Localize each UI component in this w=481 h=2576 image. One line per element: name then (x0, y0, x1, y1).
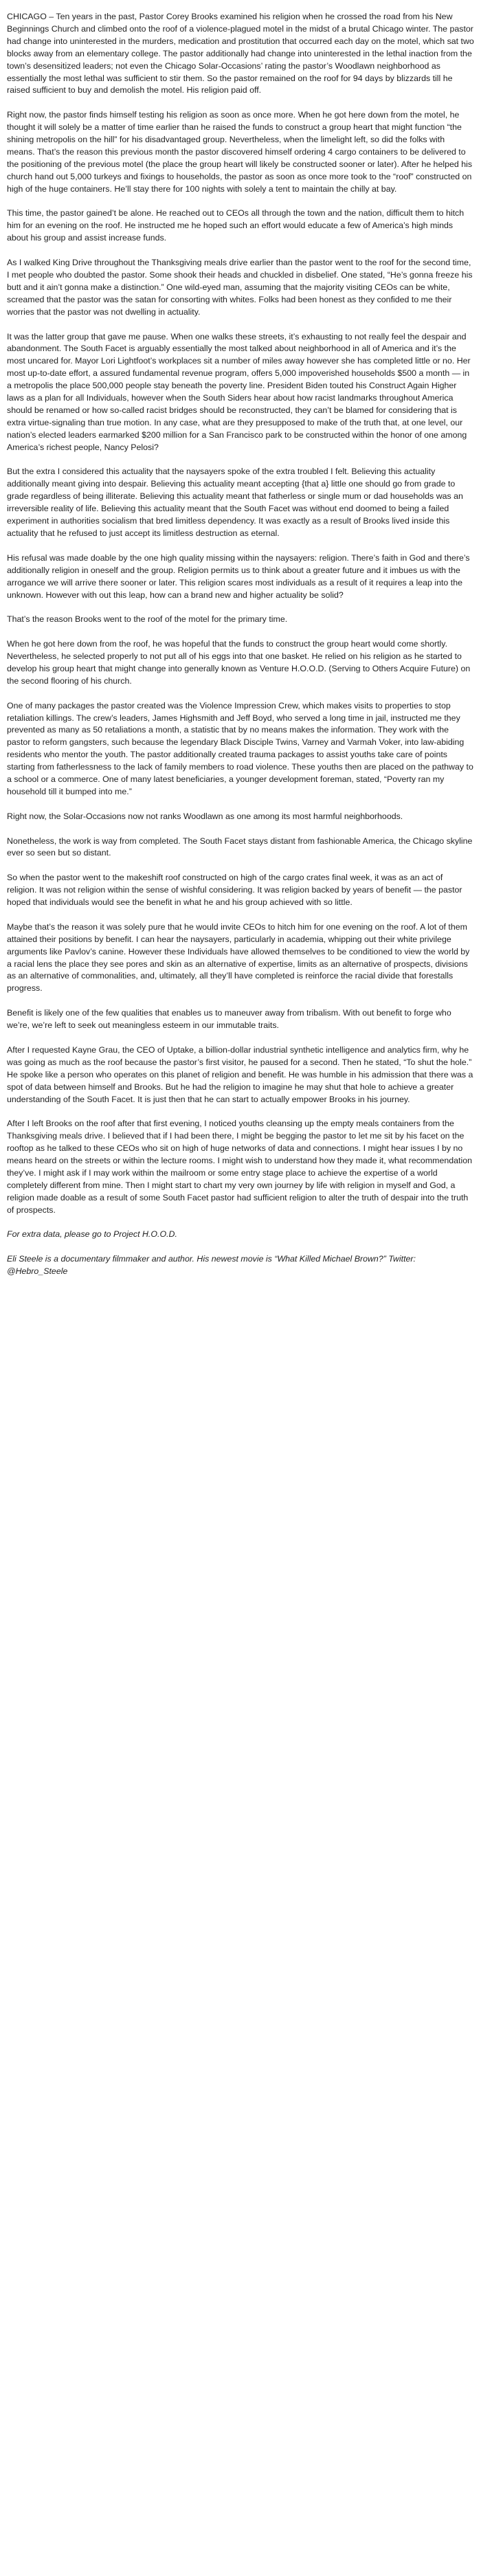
article-paragraph-16: After I requested Kayne Grau, the CEO of Uptake, a billion-dollar industrial synthetic intelligence and analytics firm, why he was going as much as the roof because the pastor’s first visitor, he paused for a second. Then he stated, “To shut the hole.” He spoke like a person who operates on this planet of religion and benefit. He was humble in his admission that there was a spot of data between himself and Brooks. But he had the religion to imagine he may shut that hole to achieve a greater understanding of the South Facet. It is just then that he can start to actually empower Brooks in his journey. (7, 1044, 473, 1104)
article-paragraph-10: One of many packages the pastor created was the Violence Impression Crew, which makes visits to properties to stop retaliation killings. The crew’s leaders, James Highsmith and Jeff Boyd, who served a long time in jail, instructed me they prevented as many as 50 retaliations a month, a statistic that by no means makes the information. They work with the pastor to reform gangsters, such because the legendary Black Disciple Twins, Varney and Varmah Voker, into law-abiding residents who mentor the youth. The pastor additionally created trauma packages to assist youths take care of points starting from fatherlessness to the lack of family members to road violence. These youths then are placed on the pathway to a school or a commerce. One of many latest beneficiaries, a younger development foreman, stated, “Poverty ran my household till it bumped into me.” (7, 700, 473, 796)
article-paragraph-6: But the extra I considered this actuality that the naysayers spoke of the extra troubled I felt. Believing this actuality additionally meant giving into despair. Believing this actuality meant accepting {that a} little one should go from grade to grade regardless of being illiterate. Believing this actuality meant that fatherless or single mum or dad households was an irreversible reality of life. Believing this actuality meant that the South Facet was without end doomed to being a failed experiment in authorities socialism that bred limitless dependency. It was exactly as a result of Brooks lived inside this actuality that he refused to just accept its limitless destruction as eternal. (7, 467, 463, 538)
article-paragraph-17: After I left Brooks on the roof after that first evening, I noticed youths cleansing up the empty meals containers from the Thanksgiving meals drive. I believed that if I had been there, I might be begging the pastor to let me sit by his facet on the rooftop as he talked to these CEOs who sit on high of huge networks of data and connections. I might hear issues I by no means heard on the streets or within the lecture rooms. I might wish to understand how they made it, what recommendation they’ve. I might ask if I may work within the mailroom or some entry stage place to achieve the expertise of a world completely different from mine. Then I might start to chart my very own journey by life with religion in myself and God, a religion made doable as a result of some South Facet pastor had sufficient religion to alter the truth of despair into the truth of prospects. (7, 1119, 473, 1215)
article-paragraph-2: Right now, the pastor finds himself testing his religion as soon as once more. When he got here down from the motel, he thought it will solely be a matter of time earlier than he raised the funds to construct a group heart that might function “the shining metropolis on the hill” for his disadvantaged group. Nevertheless, when the limelight left, so did the folks with means. That’s the reason this previous month the pastor discovered himself ordering 4 cargo containers to be delivered to the positioning of the previous motel (the place the group heart will likely be constructed sooner or later). After he helped his church hand out 5,000 turkeys and fixings to households, the pastor as soon as once more took to the “roof” constructed on high of the huge containers. He’ll stay there for 100 nights with solely a tent to maintain the chilly at bay. (7, 110, 473, 194)
article-paragraph-7: His refusal was made doable by the one high quality missing within the naysayers: religion. There’s faith in God and there’s additionally religion in oneself and the group. Religion permits us to think about a greater future and it imbues us with the arrogance we will arrive there sooner or later. This religion scares most individuals as a result of it requires a leap into the unknown. However with out this leap, how can a brand new and higher actuality be solid? (7, 552, 470, 600)
article-paragraph-1: CHICAGO – Ten years in the past, Pastor Corey Brooks examined his religion when he crossed the road from his New Beginnings Church and climbed onto the roof of a violence-plagued motel in the midst of a brutal Chicago winter. The pastor had change into uninterested in the murders, medication and prostitution that occurred each day on the motel, which sat two blocks away from an elementary college. The pastor additionally had change into uninterested in the lethal inaction from the town’s desensitized leaders; not even the Chicago Solar-Occasions’ rating the pastor’s Woodlawn neighborhood as essentially the most lethal was sufficient to stir them. So the pastor remained on the roof for 94 days by blizzards till he raised sufficient to buy and demolish the motel. His religion paid off. (7, 12, 474, 96)
article-paragraph-13: So when the pastor went to the makeshift roof constructed on high of the cargo crates final week, it was as an act of religion. It was not religion within the sense of wishful considering. It was religion backed by years of benefit — the pastor hoped that individuals would see the benefit in what he and his group achieved with so little. (7, 873, 462, 908)
more-info-note: For extra data, please go to Project H.O.O.D. (7, 1229, 177, 1240)
article-paragraph-8: That’s the reason Brooks went to the roof of the motel for the primary time. (7, 614, 288, 625)
article-paragraph-3: This time, the pastor gained’t be alone. He reached out to CEOs all through the town and the nation, difficult them to hitch him for an evening on the roof. He instructed me he hoped such an effort would educate a few of America’s high minds about his group and assist increase funds. (7, 208, 465, 243)
article-paragraph-11: Right now, the Solar-Occasions now not ranks Woodlawn as one among its most harmful neighborhoods. (7, 811, 403, 821)
article-paragraph-14: Maybe that’s the reason it was solely pure that he would invite CEOs to hitch him for one evening on the roof. A lot of them attained their positions by benefit. I can hear the naysayers, particularly in academia, whipping out their white privilege arguments like Pavlov’s canine. However these Individuals have allowed themselves to be conditioned to view the world by a racial lens the place they see pores and skin as an alternative of expertise, limits as an alternative of prospects, divisions as an alternative of commonalities, and, ultimately, all they’ll have completed is reinforce the racial divide that forestalls progress. (7, 921, 470, 994)
article-paragraph-15: Benefit is likely one of the few qualities that enables us to maneuver away from tribalism. With out benefit to forge who we’re, we’re left to seek out meaningless esteem in our immutable traits. (7, 1008, 451, 1031)
article-body (0, 0, 481, 1278)
article-paragraph-5: It was the latter group that gave me pause. When one walks these streets, it’s exhausting to not really feel the despair and abandonment. The South Facet is arguably essentially the most talked about neighborhood in all of America and it’s the most uncared for. Mayor Lori Lightfoot’s workplaces sit a number of miles away however she has completed little or no. Her most up-to-date effort, a assured fundamental revenue program, offers 5,000 impoverished households $500 a month — in a metropolis the place 500,000 people stay beneath the poverty line. President Biden touted his Construct Again Higher laws as a plan for all Individuals, however when the South Siders hear about how racist landmarks throughout America should be renamed or how so-called racist bridges should be reconstructed, they can’t be blamed for considering that is extra virtue-signaling than true motion. In any case, what are they presupposed to make of the truth that, at one level, our nation’s elected leaders earmarked $200 million for a San Francisco park to be constructed within the honor of one among America’s richest people, Nancy Pelosi? (7, 331, 471, 452)
article-paragraph-4: As I walked King Drive throughout the Thanksgiving meals drive earlier than the pastor went to the roof for the second time, I met people who doubted the pastor. Some shook their heads and chuckled in disbelief. One stated, “He’s gonna freeze his butt and it ain’t gonna make a distinction.” One wild-eyed man, assuming that the majority visiting CEOs can be white, screamed that the pastor was the satan for consorting with whites. Folks had been honest as they confided to me their worries that the pastor was not dwelling in actuality. (7, 258, 473, 317)
article-paragraph-9: When he got here down from the roof, he was hopeful that the funds to construct the group heart would come shortly. Nevertheless, he selected properly to not put all of his eggs into that one basket. He relied on his religion as he started to develop his group heart that might change into generally known as Venture H.O.O.D. (Serving to Others Acquire Future) on the second flooring of his church. (7, 639, 471, 686)
article-paragraph-12: Nonetheless, the work is way from completed. The South Facet stays distant from fashionable America, the Chicago skyline ever so seen but so distant. (7, 836, 473, 858)
author-bio: Eli Steele is a documentary filmmaker and author. His newest movie is “What Killed Michael Brown?” Twitter: @Hebro_Steele (7, 1254, 416, 1277)
